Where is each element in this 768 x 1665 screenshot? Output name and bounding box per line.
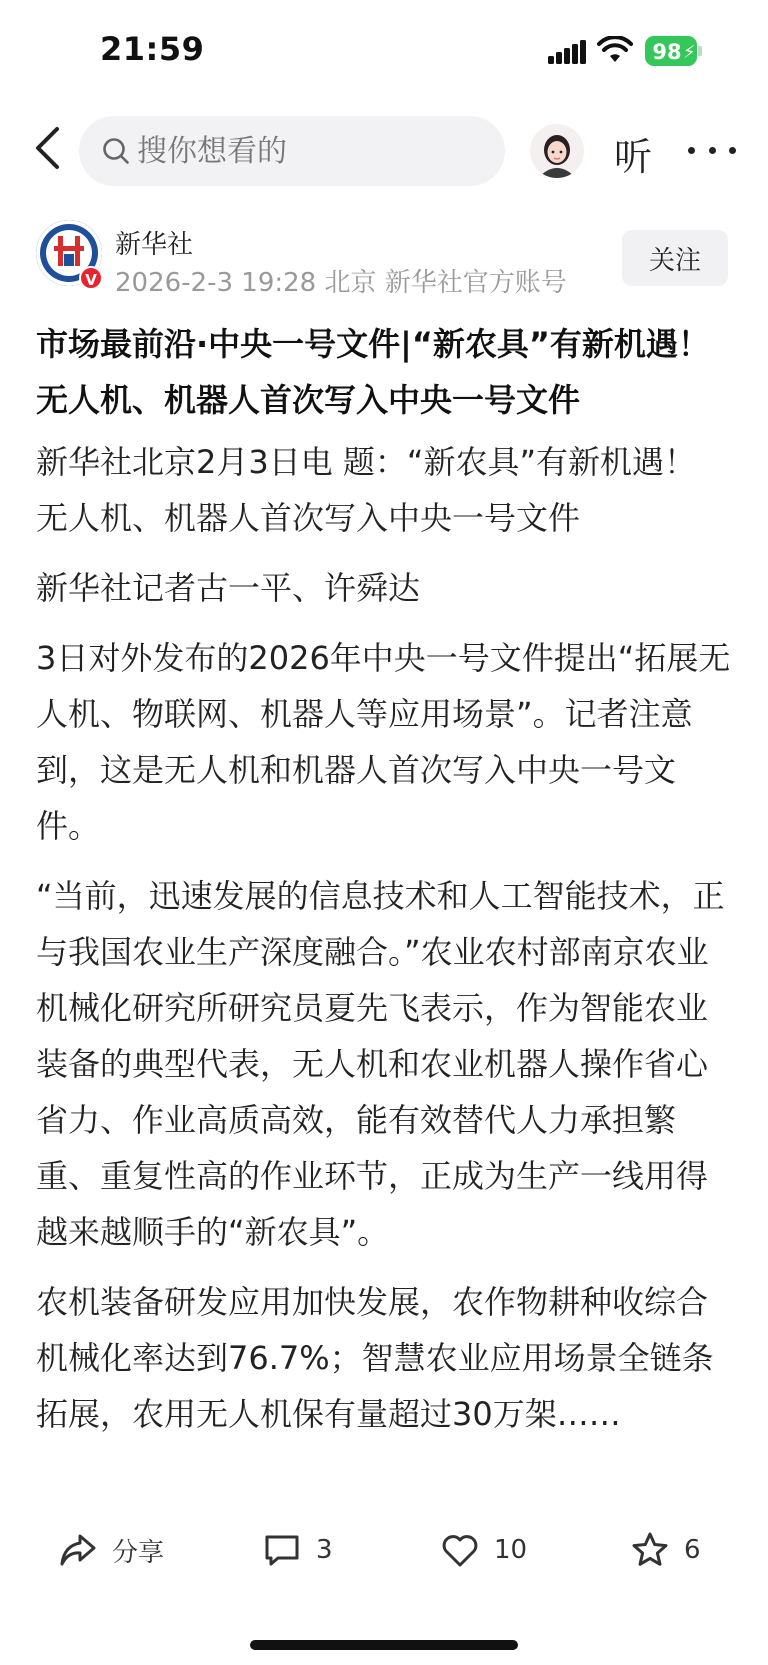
listen-button[interactable]: 听 <box>614 135 653 179</box>
status-bar <box>0 0 768 100</box>
article-paragraph: 新华社北京2月3日电 题：“新农具”有新机遇！ 无人机、机器人首次写入中央一号文件 <box>36 443 697 537</box>
star-icon <box>630 1530 670 1570</box>
article-paragraph: 3日对外发布的2026年中央一号文件提出“拓展无人机、物联网、机器人等应用场景”。记者注意到，这是无人机和机器人首次写入中央一号文件。 <box>36 639 731 845</box>
comment-button[interactable] <box>262 1528 333 1572</box>
search-input[interactable] <box>137 134 467 169</box>
battery-level: 98 <box>652 40 682 64</box>
article-paragraph: 新华社记者古一平、许舜达 <box>36 569 421 607</box>
article-paragraph: “当前，迅速发展的信息技术和人工智能技术，正与我国农业生产深度融合。”农业农村部南京农业机械化研究所研究员夏先飞表示，作为智能农业装备的典型代表，无人机和农业机器人操作省心省力、作业高质高效，能有效替代人力承担繁重、重复性高的作业环节，正成为生产一线用得越来越顺手的“新农具”。 <box>36 877 725 1251</box>
article-paragraph: 农机装备研发应用加快发展，农作物耕种收综合机械化率达到76.7%；智慧农业应用场景全链条拓展，农用无人机保有量超过30万架…… <box>36 1283 714 1433</box>
share-icon <box>58 1530 98 1570</box>
more-icon[interactable] <box>688 132 736 168</box>
article-title: 市场最前沿·中央一号文件|“新农具”有新机遇！ 无人机、机器人首次写入中央一号文件 <box>36 325 710 419</box>
favorite-count: 6 <box>684 1535 701 1565</box>
author-meta: 2026-2-3 19:28 北京 新华社官方账号 <box>115 268 567 298</box>
avatar-image <box>530 124 584 178</box>
chevron-left-icon <box>33 126 61 170</box>
nav-bar <box>0 100 768 200</box>
author-name[interactable]: 新华社 <box>115 230 194 260</box>
battery-charging-icon: 98 ⚡ <box>645 36 701 66</box>
avatar[interactable] <box>530 124 584 178</box>
author-row <box>0 220 768 300</box>
bottom-toolbar <box>0 1500 768 1600</box>
favorite-button[interactable] <box>630 1528 701 1572</box>
back-button[interactable] <box>22 120 72 176</box>
wifi-icon <box>597 36 633 64</box>
search-bar[interactable] <box>79 116 505 186</box>
home-indicator[interactable] <box>250 1640 518 1650</box>
like-button[interactable] <box>440 1528 527 1572</box>
cellular-signal-icon <box>548 40 588 64</box>
article-body <box>36 316 732 1500</box>
heart-icon <box>440 1530 480 1570</box>
verified-badge: V <box>79 266 103 290</box>
status-time: 21:59 <box>100 30 205 68</box>
comment-count: 3 <box>316 1535 333 1565</box>
share-label: 分享 <box>112 1537 165 1568</box>
comment-icon <box>262 1530 302 1570</box>
like-count: 10 <box>494 1535 528 1565</box>
follow-button[interactable]: 关注 <box>622 230 728 286</box>
search-icon <box>101 136 131 166</box>
share-button[interactable] <box>58 1528 164 1572</box>
